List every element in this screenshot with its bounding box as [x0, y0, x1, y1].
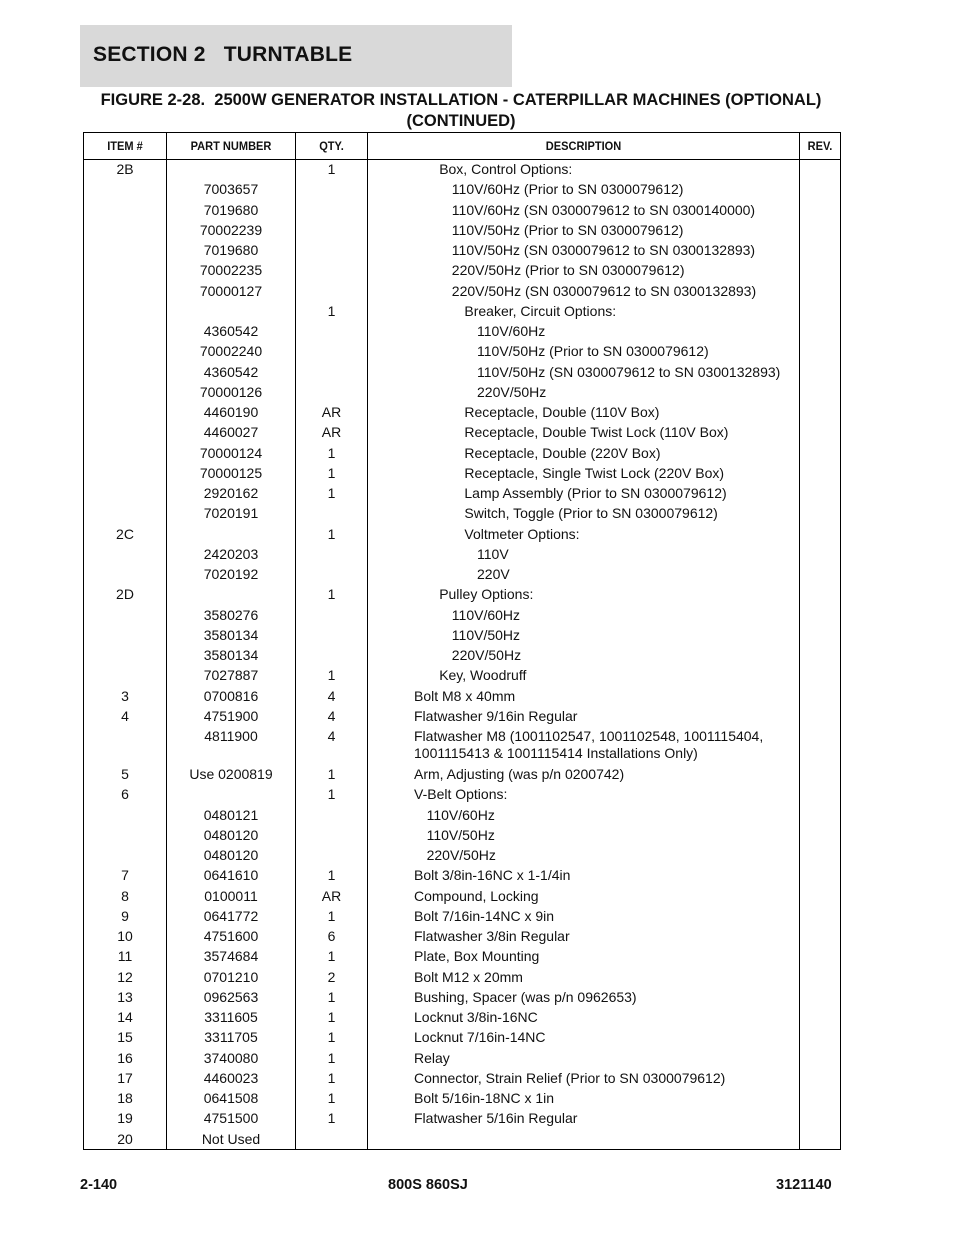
- description: Flatwasher M8 (1001102547, 1001102548, 1001115404,: [414, 728, 764, 744]
- description: 220V/50Hz (SN 0300079612 to SN 0300132893): [451, 282, 757, 299]
- description: 220V/50Hz: [426, 847, 496, 863]
- item-number: 7: [121, 867, 129, 884]
- part-number: Use 0200819: [189, 766, 273, 782]
- part-number: 70002239: [199, 221, 263, 238]
- quantity: 1: [327, 1049, 336, 1066]
- quantity: 1: [327, 485, 336, 501]
- description: 110V: [477, 545, 509, 562]
- header-rev: REV.: [807, 139, 833, 153]
- item-number: 3: [121, 687, 129, 704]
- description: Box, Control Options:: [439, 161, 573, 177]
- description: 110V/50Hz (SN 0300079612 to SN 0300132893): [451, 242, 756, 258]
- description: Lamp Assembly (Prior to SN 0300079612): [464, 485, 727, 501]
- part-number: 0100011: [204, 887, 258, 904]
- item-number: 11: [117, 948, 133, 965]
- item-number: 18: [117, 1090, 133, 1106]
- part-number: 7027887: [203, 667, 259, 684]
- header-part-number: PART NUMBER: [190, 139, 272, 153]
- description: Bolt 7/16in-14NC x 9in: [414, 907, 555, 924]
- description: 110V/60Hz: [477, 323, 546, 339]
- part-number: 4460190: [203, 404, 259, 420]
- description: Key, Woodruff: [439, 667, 527, 684]
- description: Locknut 3/8in-16NC: [414, 1009, 538, 1025]
- description: 110V/50Hz (SN 0300079612 to SN 0300132893): [477, 363, 781, 380]
- description: 110V/50Hz (Prior to SN 0300079612): [477, 343, 709, 360]
- description: 220V/50Hz: [477, 383, 547, 400]
- description: Bolt M12 x 20mm: [414, 968, 523, 985]
- quantity: 4: [327, 707, 336, 724]
- description: Pulley Options:: [439, 586, 534, 603]
- figure-title-line-1: FIGURE 2-28. 2500W GENERATOR INSTALLATION - CATERPILLAR MACHINES (OPTIONAL): [100, 91, 822, 109]
- footer-model: 800S 860SJ: [388, 1177, 468, 1193]
- part-number: 4360542: [203, 363, 259, 380]
- description: 110V/60Hz: [426, 806, 495, 823]
- description: V-Belt Options:: [414, 786, 508, 803]
- quantity: 1: [327, 988, 336, 1005]
- description: Receptacle, Double (110V Box): [464, 404, 660, 420]
- quantity: 1: [327, 302, 336, 319]
- part-number: 4751900: [203, 707, 259, 724]
- description: Connector, Strain Relief (Prior to SN 0300079612): [414, 1069, 726, 1086]
- description: Receptacle, Double Twist Lock (110V Box): [464, 424, 729, 441]
- part-number: 0641508: [203, 1090, 259, 1106]
- part-number: Not Used: [201, 1130, 261, 1147]
- description: Arm, Adjusting (was p/n 0200742): [414, 766, 625, 782]
- description-continued: 1001115413 & 1001115414 Installations Only): [414, 745, 698, 761]
- description: Switch, Toggle (Prior to SN 0300079612): [464, 505, 718, 522]
- quantity: 1: [327, 867, 336, 884]
- header-description: DESCRIPTION: [545, 139, 622, 153]
- figure-title: [80, 90, 842, 132]
- part-number: 70000125: [199, 464, 263, 481]
- description: 220V/50Hz: [451, 647, 522, 663]
- description: 110V/60Hz (Prior to SN 0300079612): [451, 181, 684, 198]
- part-number: 4460023: [203, 1069, 259, 1086]
- item-number: 10: [117, 928, 133, 944]
- quantity: 1: [327, 464, 336, 481]
- item-number: 8: [121, 887, 129, 904]
- quantity: 1: [327, 1009, 336, 1025]
- item-number: 9: [121, 907, 129, 924]
- part-number: 70000127: [199, 282, 263, 299]
- part-number: 7020191: [203, 505, 259, 522]
- description: 110V/50Hz (Prior to SN 0300079612): [451, 221, 684, 238]
- item-number: 17: [117, 1069, 133, 1086]
- part-number: 0701210: [203, 968, 259, 985]
- quantity: 4: [327, 728, 336, 744]
- part-number: 0700816: [203, 687, 259, 704]
- description: Compound, Locking: [414, 887, 539, 904]
- quantity: 1: [327, 586, 336, 603]
- part-number: 7019680: [203, 242, 259, 258]
- part-number: 3311605: [204, 1009, 258, 1025]
- description: 220V: [477, 566, 510, 582]
- quantity: 1: [327, 1110, 336, 1127]
- item-number: 12: [117, 968, 133, 985]
- part-number: 4751600: [203, 928, 259, 944]
- quantity: 1: [327, 1029, 336, 1046]
- item-number: 16: [117, 1049, 133, 1066]
- description: 110V/60Hz (SN 0300079612 to SN 0300140000): [451, 201, 756, 218]
- description: 110V/60Hz: [451, 606, 521, 623]
- part-number: 3574684: [203, 948, 259, 965]
- quantity: AR: [321, 887, 342, 904]
- quantity: 1: [327, 907, 336, 924]
- footer-page-number: 2-140: [80, 1177, 118, 1193]
- column-divider: [367, 133, 368, 1149]
- section-banner: [80, 25, 512, 87]
- quantity: 1: [327, 161, 336, 177]
- item-number: 13: [117, 988, 133, 1005]
- part-number: 0480120: [203, 826, 259, 843]
- parts-table: [83, 132, 841, 1150]
- part-number: 4811900: [204, 728, 258, 744]
- item-number: 5: [121, 766, 129, 782]
- quantity: 2: [327, 968, 336, 985]
- description: Receptacle, Single Twist Lock (220V Box): [464, 464, 725, 481]
- part-number: 0962563: [203, 988, 259, 1005]
- description: Bolt 3/8in-16NC x 1-1/4in: [414, 867, 571, 884]
- quantity: 1: [327, 786, 336, 803]
- part-number: 3740080: [203, 1049, 259, 1066]
- description: Flatwasher 3/8in Regular: [414, 928, 570, 944]
- description: Locknut 7/16in-14NC: [414, 1029, 546, 1046]
- quantity: 4: [327, 687, 336, 704]
- item-number: 15: [117, 1029, 133, 1046]
- description: 220V/50Hz (Prior to SN 0300079612): [451, 262, 685, 279]
- item-number: 4: [121, 707, 129, 724]
- part-number: 3311705: [204, 1029, 258, 1046]
- description: Flatwasher 5/16in Regular: [414, 1110, 578, 1127]
- part-number: 0641772: [203, 907, 259, 924]
- quantity: 1: [327, 444, 336, 461]
- part-number: 7020192: [203, 566, 259, 582]
- quantity: 1: [327, 1090, 336, 1106]
- part-number: 2420203: [203, 545, 259, 562]
- part-number: 4360542: [203, 323, 259, 339]
- part-number: 70000124: [199, 444, 263, 461]
- header-qty: QTY.: [319, 139, 344, 153]
- item-number: 19: [117, 1110, 133, 1127]
- quantity: AR: [321, 424, 342, 441]
- figure-title-line-2: (CONTINUED): [406, 112, 516, 130]
- part-number: 70002235: [199, 262, 263, 279]
- description: Relay: [414, 1049, 450, 1066]
- section-title: SECTION 2 TURNTABLE: [93, 43, 353, 66]
- item-number: 2D: [116, 586, 134, 603]
- part-number: 70000126: [199, 383, 263, 400]
- description: Bolt M8 x 40mm: [414, 687, 516, 704]
- quantity: 1: [327, 1069, 336, 1086]
- part-number: 3580276: [203, 606, 259, 623]
- description: Breaker, Circuit Options:: [464, 302, 617, 319]
- item-number: 2B: [116, 161, 134, 177]
- description: 110V/50Hz: [451, 626, 521, 643]
- part-number: 7003657: [203, 181, 259, 198]
- description: Bolt 5/16in-18NC x 1in: [414, 1090, 555, 1106]
- part-number: 2920162: [203, 485, 259, 501]
- description: Bushing, Spacer (was p/n 0962653): [414, 988, 637, 1005]
- header-item: ITEM #: [107, 139, 143, 153]
- item-number: 6: [121, 786, 129, 803]
- quantity: 1: [327, 667, 336, 684]
- quantity: 1: [327, 948, 336, 965]
- part-number: 70002240: [199, 343, 263, 360]
- description: Receptacle, Double (220V Box): [464, 444, 661, 461]
- part-number: 4751500: [203, 1110, 259, 1127]
- description: Plate, Box Mounting: [414, 948, 540, 965]
- part-number: 0641610: [203, 867, 259, 884]
- part-number: 3580134: [203, 647, 259, 663]
- quantity: AR: [321, 404, 342, 420]
- description: 110V/50Hz: [426, 826, 495, 843]
- footer-doc-number: 3121140: [776, 1177, 832, 1193]
- item-number: 14: [117, 1009, 133, 1025]
- part-number: 4460027: [203, 424, 259, 441]
- description: Voltmeter Options:: [464, 525, 580, 542]
- header-divider: [84, 159, 840, 160]
- part-number: 0480120: [203, 847, 259, 863]
- item-number: 2C: [116, 525, 134, 542]
- quantity: 1: [327, 525, 336, 542]
- quantity: 1: [327, 766, 336, 782]
- description: Flatwasher 9/16in Regular: [414, 707, 578, 724]
- part-number: 3580134: [203, 626, 259, 643]
- part-number: 0480121: [203, 806, 259, 823]
- part-number: 7019680: [203, 201, 259, 218]
- quantity: 6: [327, 928, 336, 944]
- item-number: 20: [117, 1130, 133, 1147]
